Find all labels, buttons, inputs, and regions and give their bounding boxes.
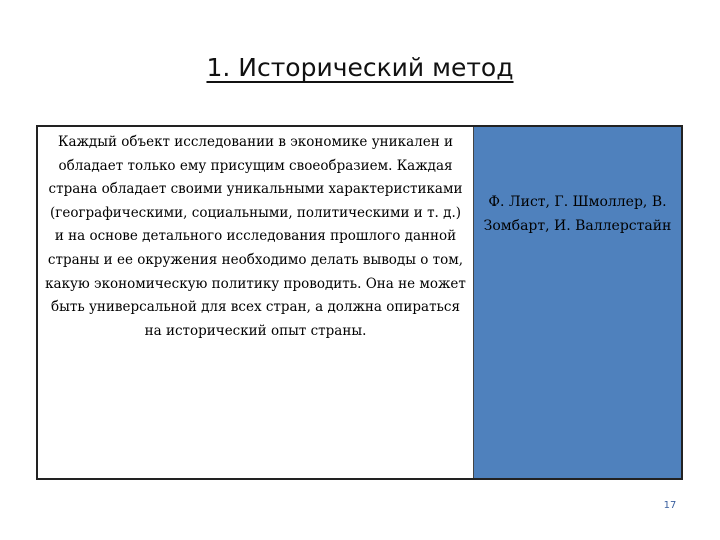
authors-cell bbox=[474, 127, 681, 478]
slide-title bbox=[0, 48, 720, 88]
page-number: 17 bbox=[663, 500, 677, 511]
slide-title-text: 1. Исторический метод bbox=[206, 53, 514, 82]
content-table bbox=[36, 125, 683, 480]
authors-text: Ф. Лист, Г. Шмоллер, В. Зомбарт, И. Валлерстайн bbox=[483, 194, 672, 234]
description-text: Каждый объект исследовании в экономике уникален и обладает только ему присущим своеобразием. Каждая страна обладает своими уникальными характеристиками (географическими, социальными, политическими и т. д.) и на основе детального исследования прошлого данной страны и ее окружения необходимо делать выводы о том, какую экономическую политику проводить. Она не может быть универсальной для всех стран, а должна опираться на исторический опыт страны. bbox=[45, 134, 466, 339]
description-cell bbox=[38, 127, 474, 478]
